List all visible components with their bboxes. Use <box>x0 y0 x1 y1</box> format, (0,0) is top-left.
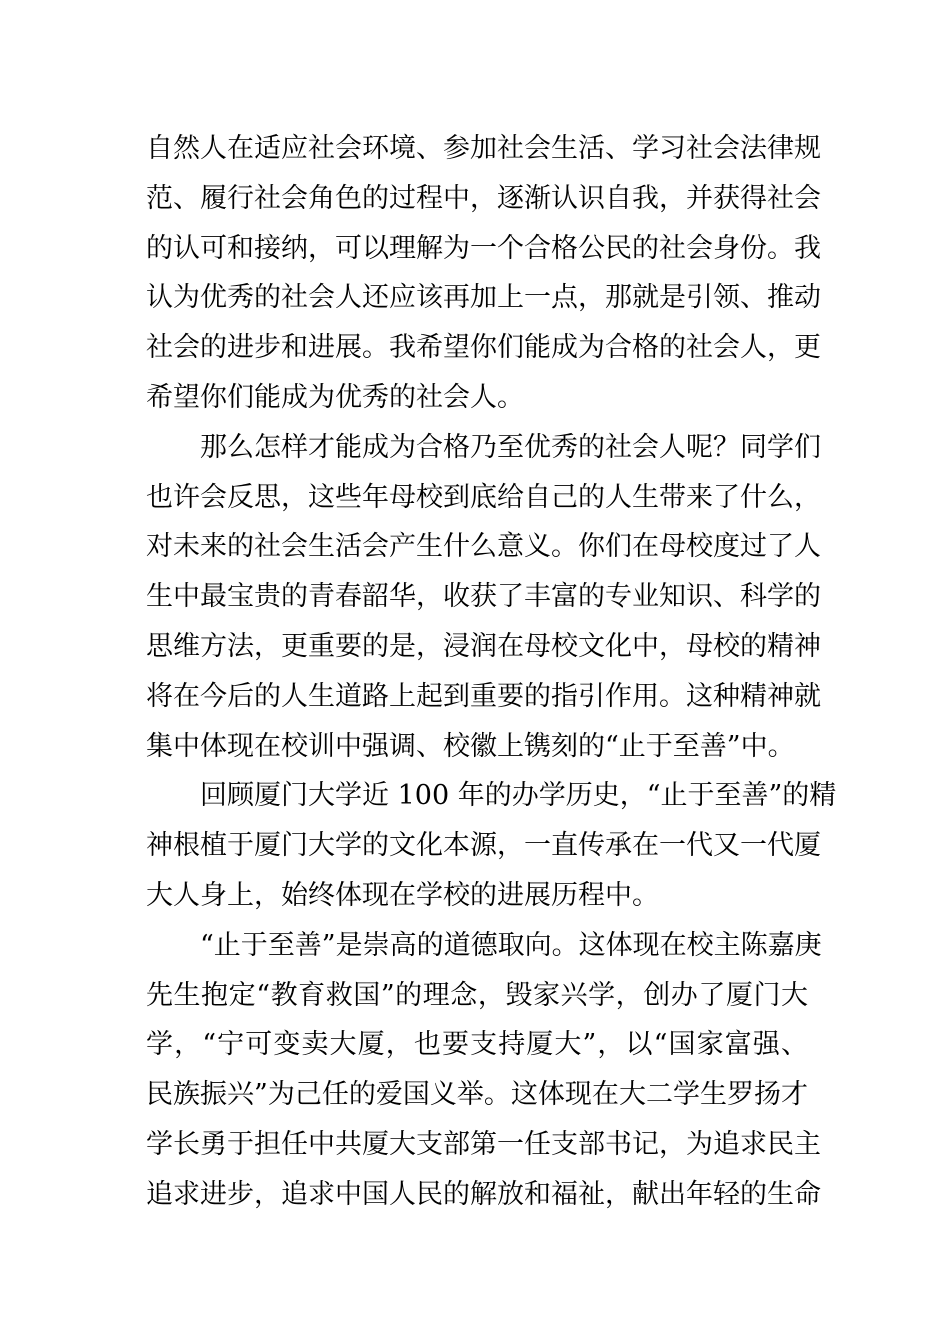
text-line: 先生抱定“教育救国”的理念，毁家兴学，创办了厦门大 <box>146 979 808 1011</box>
text-line: 集中体现在校训中强调、校徽上镌刻的“止于至善”中。 <box>146 730 795 762</box>
text-line: 大人身上，始终体现在学校的进展历程中。 <box>146 879 659 911</box>
text-line: 学，“宁可变卖大厦，也要支持厦大”，以“国家富强、 <box>146 1029 808 1061</box>
text-line: 也许会反思，这些年母校到底给自己的人生带来了什么， <box>146 481 821 513</box>
text-line: 对未来的社会生活会产生什么意义。你们在母校度过了人 <box>146 531 821 563</box>
text-line: 认为优秀的社会人还应该再加上一点，那就是引领、推动 <box>146 282 821 314</box>
text-line: 生中最宝贵的青春韶华，收获了丰富的专业知识、科学的 <box>146 581 821 613</box>
text-line: 希望你们能成为优秀的社会人。 <box>146 381 524 413</box>
text-line: 回顾厦门大学近 100 年的办学历史，“止于至善”的精 <box>146 780 837 812</box>
text-line: 社会的进步和进展。我希望你们能成为合格的社会人，更 <box>146 332 821 364</box>
text-line: 将在今后的人生道路上起到重要的指引作用。这种精神就 <box>146 680 821 712</box>
document-body <box>146 124 837 1220</box>
text-line: 学长勇于担任中共厦大支部第一任支部书记，为追求民主 <box>146 1128 821 1160</box>
text-line: 的认可和接纳，可以理解为一个合格公民的社会身份。我 <box>146 232 821 264</box>
text-line: 追求进步，追求中国人民的解放和福祉，献出年轻的生命 <box>146 1178 821 1210</box>
text-line: 自然人在适应社会环境、参加社会生活、学习社会法律规 <box>146 133 821 164</box>
text-line: 民族振兴”为己任的爱国义举。这体现在大二学生罗扬才 <box>146 1079 808 1111</box>
text-line: “止于至善”是崇高的道德取向。这体现在校主陈嘉庚 <box>146 929 822 961</box>
text-line: 那么怎样才能成为合格乃至优秀的社会人呢？同学们 <box>146 431 821 463</box>
text-line: 神根植于厦门大学的文化本源，一直传承在一代又一代厦 <box>146 830 821 862</box>
text-line: 思维方法，更重要的是，浸润在母校文化中，母校的精神 <box>146 630 821 662</box>
text-line: 范、履行社会角色的过程中，逐渐认识自我，并获得社会 <box>146 182 821 214</box>
